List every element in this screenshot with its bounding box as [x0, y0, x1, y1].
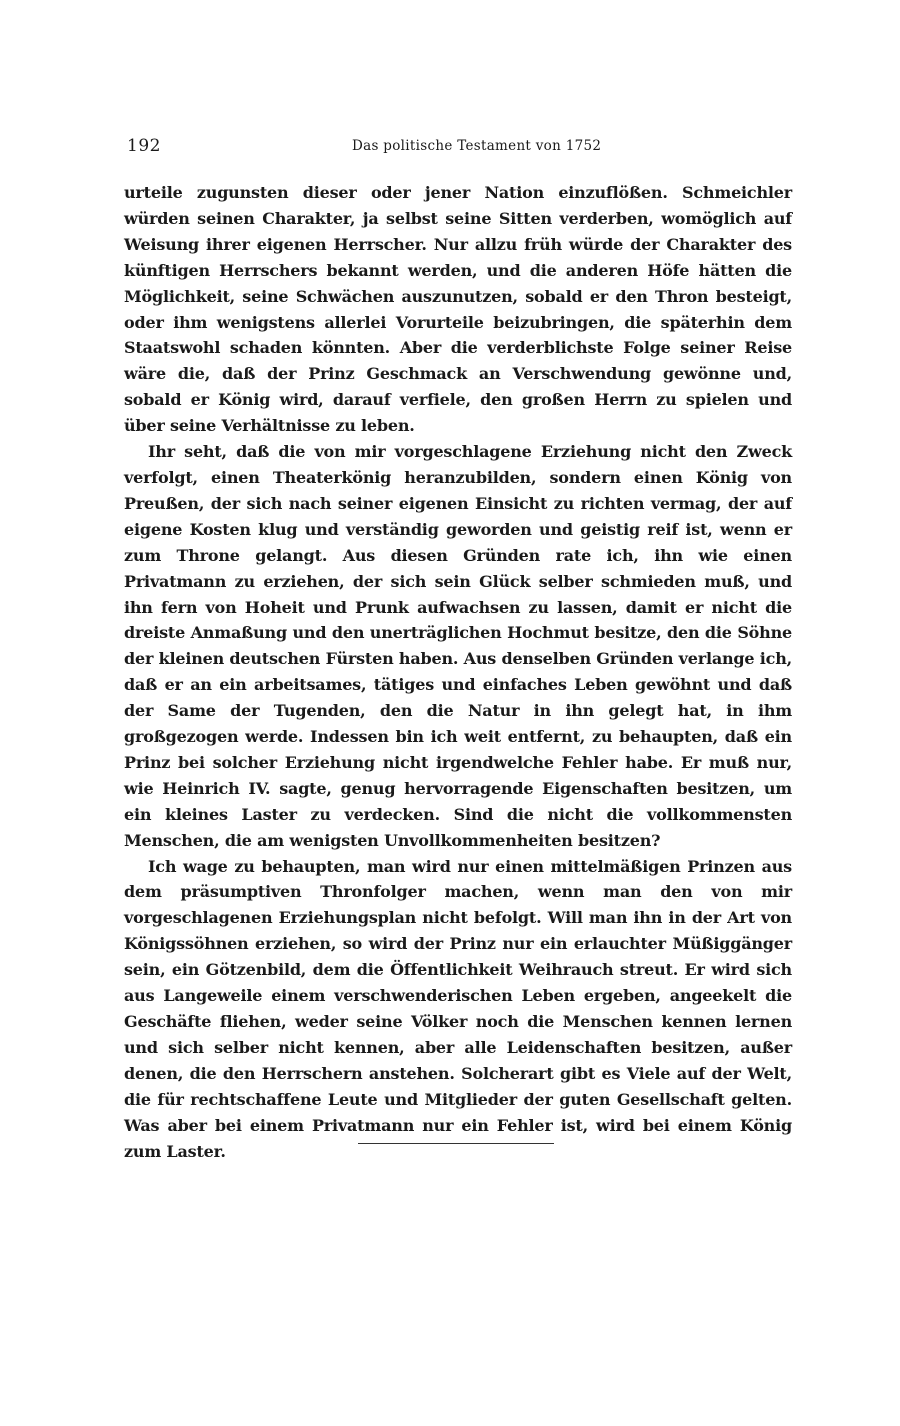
body-text	[124, 180, 792, 1164]
page-number: 192	[127, 136, 161, 156]
paragraph-3: Ich wage zu behaupten, man wird nur einen mittelmäßigen Prinzen aus dem präsumptiven Thronfolger machen, wenn man den von mir vorgeschlagenen Erziehungsplan nicht befolgt. Will man ihn in der Art von Königssöhnen erziehen, so wird der Prinz nur ein erlauchter Müßiggänger sein, ein Götzenbild, dem die Öffentlichkeit Weihrauch streut. Er wird sich aus Langeweile einem verschwenderischen Leben ergeben, angeekelt die Geschäfte fliehen, weder seine Völker noch die Menschen kennen lernen und sich selber nicht kennen, aber alle Leidenschaften besitzen, außer denen, die den Herrschern anstehen. Solcherart gibt es Viele auf der Welt, die für rechtschaffene Leute und Mitglieder der guten Gesellschaft gelten. Was aber bei einem Privatmann nur ein Fehler ist, wird bei einem König zum Laster.	[124, 856, 792, 1161]
section-end-rule	[358, 1143, 554, 1144]
paragraph-1: urteile zugunsten dieser oder jener Nation einzuflößen. Schmeichler würden seinen Charakter, ja selbst seine Sitten verderben, womöglich auf Weisung ihrer eigenen Herrscher. Nur allzu früh würde der Charakter des künftigen Herrschers bekannt werden, und die anderen Höfe hätten die Möglichkeit, seine Schwächen auszunutzen, sobald er den Thron besteigt, oder ihm wenigstens allerlei Vorurteile beizubringen, die späterhin dem Staatswohl schaden könnten. Aber die verderblichste Folge seiner Reise wäre die, daß der Prinz Geschmack an Verschwendung gewönne und, sobald er König wird, darauf verfiele, den großen Herrn zu spielen und über seine Verhältnisse zu leben.	[124, 183, 792, 436]
running-title: Das politische Testament von 1752	[352, 138, 602, 154]
paragraph-2: Ihr seht, daß die von mir vorgeschlagene Erziehung nicht den Zweck verfolgt, einen Theaterkönig heranzubilden, sondern einen König von Preußen, der sich nach seiner eigenen Einsicht zu richten vermag, der auf eigene Kosten klug und verständig geworden und geistig reif ist, wenn er zum Throne gelangt. Aus diesen Gründen rate ich, ihn wie einen Privatmann zu erziehen, der sich sein Glück selber schmieden muß, und ihn fern von Hoheit und Prunk aufwachsen zu lassen, damit er nicht die dreiste Anmaßung und den unerträglichen Hochmut besitze, den die Söhne der kleinen deutschen Fürsten haben. Aus denselben Gründen verlange ich, daß er an ein arbeitsames, tätiges und einfaches Leben gewöhnt und daß der Same der Tugenden, den die Natur in ihn gelegt hat, in ihm großgezogen werde. Indessen bin ich weit entfernt, zu behaupten, daß ein Prinz bei solcher Erziehung nicht irgendwelche Fehler habe. Er muß nur, wie Heinrich IV. sagte, genug hervorragende Eigenschaften besitzen, um ein kleines Laster zu verdecken. Sind die nicht die vollkommensten Menschen, die am wenigsten Unvollkommenheiten besitzen?	[124, 442, 792, 850]
running-head	[127, 136, 793, 160]
